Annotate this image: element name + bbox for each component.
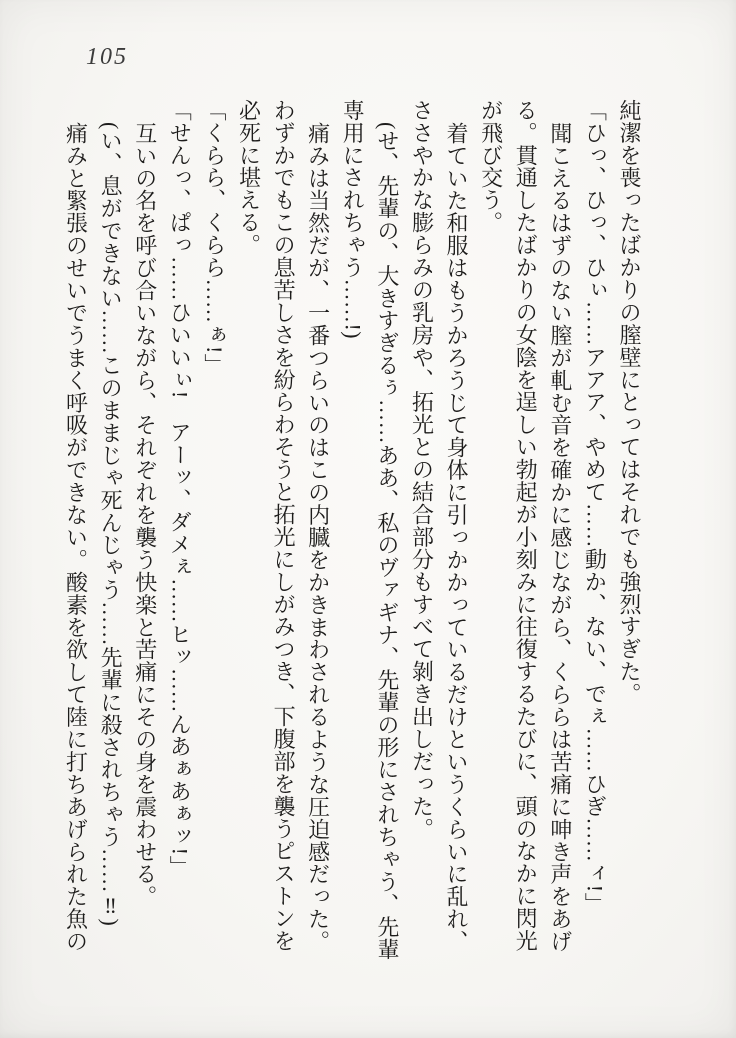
- text-body: [58, 99, 646, 960]
- text-column: (せ、先輩の、大きすぎるぅ……ああ、私のヴァギナ、先輩の形にされちゃう、先輩: [374, 121, 400, 960]
- text-column: 「せんっ、ぱっ……ひいいぃ! アーッ、ダメぇ……ヒッ……んあぁあぁッ!」: [167, 99, 193, 878]
- text-column: 純潔を喪ったばかりの膣壁にとってはそれでも強烈すぎた。: [617, 99, 642, 706]
- text-column: (い、息ができない……このままじゃ死んじゃう……先輩に殺されちゃう……‼): [98, 121, 124, 926]
- text-column: 必死に堪える。: [236, 99, 262, 257]
- text-column: 痛みは当然だが、一番つらいのはこの内臓をかきまわされるような圧迫感だった。: [305, 121, 331, 953]
- text-column: わずかでもこの息苦しさを紛らわそうと拓光にしがみつき、下腹部を襲うピストンを: [271, 99, 297, 953]
- text-column: 「くらら、くらら……ぁ!」: [201, 99, 227, 377]
- text-column: が飛び交う。: [478, 99, 504, 234]
- text-column: 痛みと緊張のせいでうまく呼吸ができない。酸素を欲して陸に打ちあげられた魚の: [63, 121, 89, 953]
- text-column: 「ひっ、ひっ、ひぃ……アアア、やめて……動か、ない、でぇ……ひぎ……ィ!」: [582, 99, 608, 915]
- text-column: 聞こえるはずのない膣が軋む音を確かに感じながら、くららは苦痛に呻き声をあげ: [547, 121, 573, 953]
- page-number: 105: [86, 44, 128, 70]
- text-column: 専用にされちゃう……!): [340, 99, 366, 340]
- text-column: る。貫通したばかりの女陰を逞しい勃起が小刻みに往復するたびに、頭のなかに閃光: [513, 99, 539, 953]
- text-column: 互いの名を呼び合いながら、それぞれを襲う快楽と苦痛にその身を震わせる。: [132, 121, 158, 908]
- text-column: ささやかな膨らみの乳房や、拓光との結合部分もすべて剝き出しだった。: [409, 99, 435, 840]
- text-column: 着ていた和服はもうかろうじて身体に引っかかっているだけというくらいに乱れ、: [444, 121, 470, 953]
